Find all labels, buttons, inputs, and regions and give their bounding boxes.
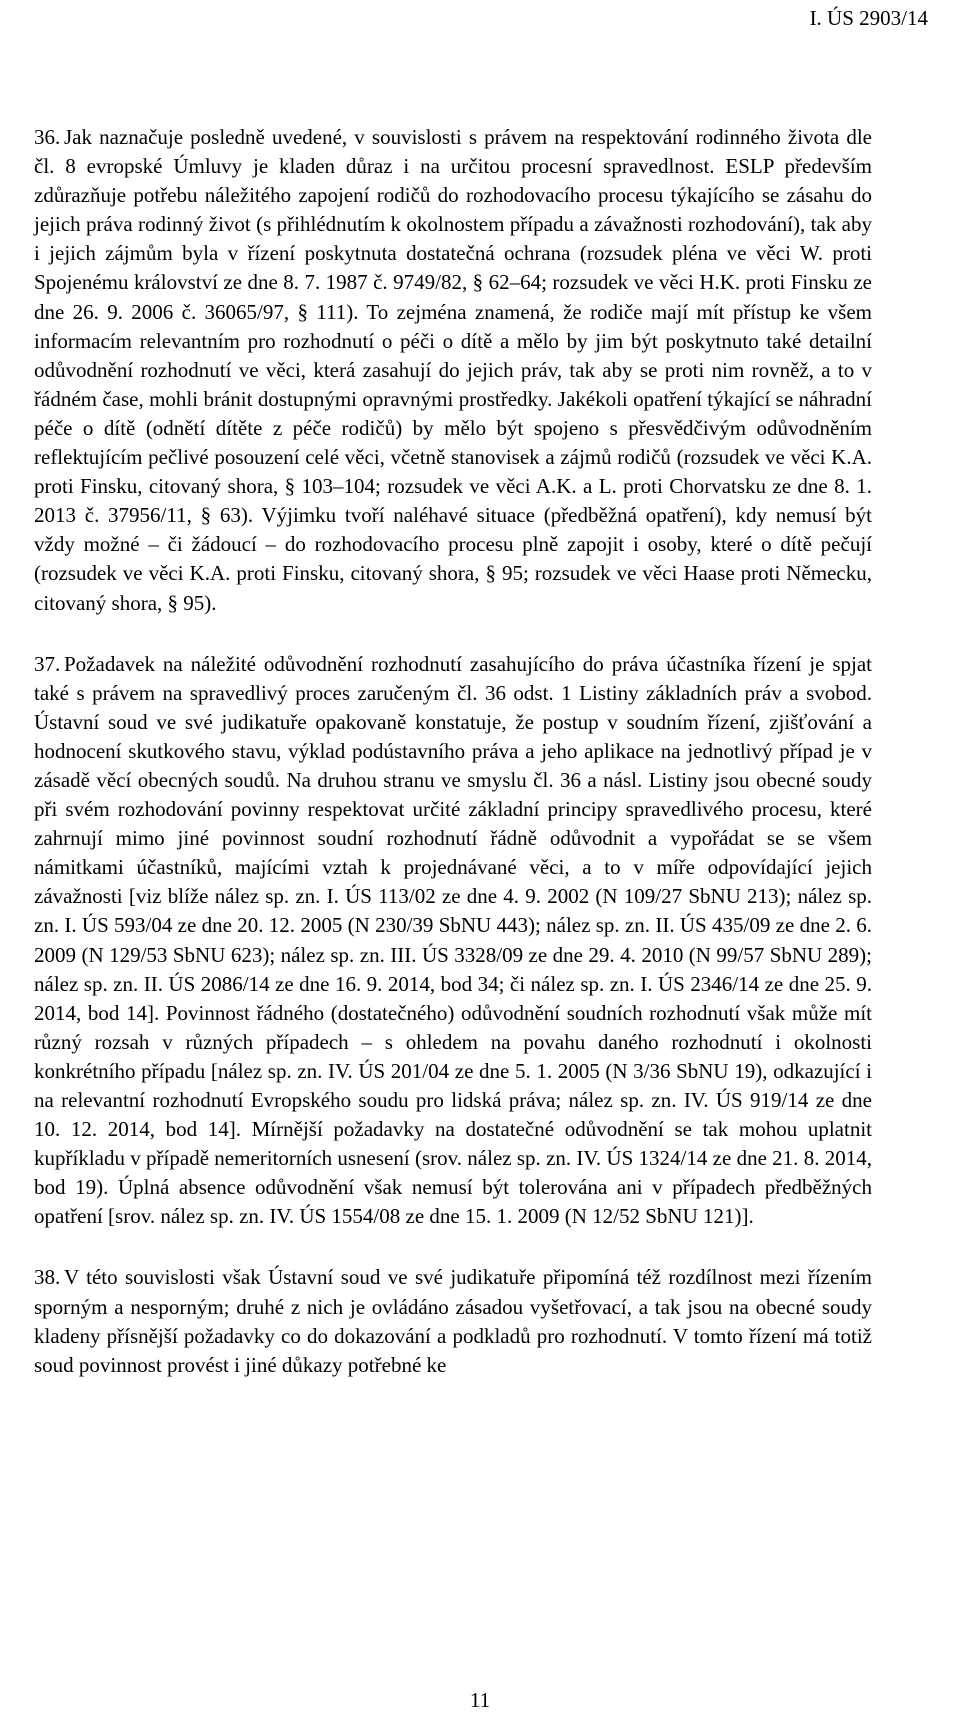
case-number-header: I. ÚS 2903/14 [809,6,928,30]
paragraph-36 [34,123,872,618]
page-number: 11 [469,1688,491,1712]
paragraph-37 [34,650,872,1232]
paragraph-text: V této souvislosti však Ústavní soud ve své judikatuře připomíná též rozdílnost mezi řízením sporným a nesporným; druhé z nich je ovládáno zásadou vyšetřovací, a tak jsou na obecné soudy kladeny přísnější požadavky co do dokazování a podkladů pro rozhodnutí. V tomto řízení má totiž soud povinnost provést i jiné důkazy potřebné ke [34,1265,872,1377]
paragraph-number: 37. [34,651,61,676]
paragraph-text: Požadavek na náležité odůvodnění rozhodnutí zasahujícího do práva účastníka řízení je spjat také s právem na spravedlivý proces zaručeným čl. 36 odst. 1 Listiny základních práv a svobod. Ústavní soud ve své judikatuře opakovaně konstatuje, že postup v soudním řízení, zjišťování a hodnocení skutkového stavu, výklad podústavního práva a jeho aplikace na jednotlivý případ je v zásadě věcí obecných soudů. Na druhou stranu ve smyslu čl. 36 a násl. Listiny jsou obecné soudy při svém rozhodování povinny respektovat určité základní principy spravedlivého procesu, které zahrnují mimo jiné povinnost soudní rozhodnutí řádně odůvodnit a vypořádat se se všem námitkami účastníků, majícími vztah k projednávané věci, a to v míře odpovídající jejich závažnosti [viz blíže nález sp. zn. I. ÚS 113/02 ze dne 4. 9. 2002 (N 109/27 SbNU 213); nález sp. zn. I. ÚS 593/04 ze dne 20. 12. 2005 (N 230/39 SbNU 443); nález sp. zn. II. ÚS 435/09 ze dne 2. 6. 2009 (N 129/53 SbNU 623); nález sp. zn. III. ÚS 3328/09 ze dne 29. 4. 2010 (N 99/57 SbNU 289); nález sp. zn. II. ÚS 2086/14 ze dne 16. 9. 2014, bod 34; či nález sp. zn. I. ÚS 2346/14 ze dne 25. 9. 2014, bod 14]. Povinnost řádného (dostatečného) odůvodnění soudních rozhodnutí však může mít různý rozsah v různých případech – s ohledem na povahu daného rozhodnutí i okolnosti konkrétního případu [nález sp. zn. IV. ÚS 201/04 ze dne 5. 1. 2005 (N 3/36 SbNU 19), odkazující i na relevantní rozhodnutí Evropského soudu pro lidská práva; nález sp. zn. IV. ÚS 919/14 ze dne 10. 12. 2014, bod 14]. Mírnější požadavky na dostatečné odůvodnění se tak mohou uplatnit kupříkladu v případě nemeritorních usnesení (srov. nález sp. zn. IV. ÚS 1324/14 ze dne 21. 8. 2014, bod 19). Úplná absence odůvodnění však nemusí být tolerována ani v případech předběžných opatření [srov. nález sp. zn. IV. ÚS 1554/08 ze dne 15. 1. 2009 (N 12/52 SbNU 121)]. [34,651,872,1229]
paragraph-number: 36. [34,125,61,149]
paragraph-number: 38. [34,1265,61,1290]
document-body [34,123,872,1380]
paragraph-38 [34,1263,872,1379]
paragraph-text: Jak naznačuje posledně uvedené, v souvislosti s právem na respektování rodinného života dle čl. 8 evropské Úmluvy je kladen důraz i na určitou procesní spravedlnost. ESLP především zdůrazňuje potřebu náležitého zapojení rodičů do rozhodovacího procesu týkajícího se zásahu do jejich práva rodinný život (s přihlédnutím k okolnostem případu a závažnosti rozhodování), tak aby i jejich zájmům byla v řízení poskytnuta dostatečná ochrana (rozsudek pléna ve věci W. proti Spojenému království ze dne 8. 7. 1987 č. 9749/82, § 62–64; rozsudek ve věci H.K. proti Finsku ze dne 26. 9. 2006 č. 36065/97, § 111). To zejména znamená, že rodiče mají mít přístup ke všem informacím relevantním pro rozhodnutí o péči o dítě a mělo by jim být poskytnuto také detailní odůvodnění rozhodnutí ve věci, která zasahují do jejich práv, tak aby se proti nim rovněž, a to v řádném čase, mohli bránit dostupnými opravnými prostředky. Jakékoli opatření týkající se náhradní péče o dítě (odnětí dítěte z péče rodičů) by mělo být spojeno s přesvědčivým odůvodněním reflektujícím pečlivé posouzení celé věci, včetně stanovisek a zájmů rodičů (rozsudek ve věci K.A. proti Finsku, citovaný shora, § 103–104; rozsudek ve věci A.K. a L. proti Chorvatsku ze dne 8. 1. 2013 č. 37956/11, § 63). Výjimku tvoří naléhavé situace (předběžná opatření), kdy nemusí být vždy možné – či žádoucí – do rozhodovacího procesu plně zapojit i osoby, které o dítě pečují (rozsudek ve věci K.A. proti Finsku, citovaný shora, § 95; rozsudek ve věci Haase proti Německu, citovaný shora, § 95). [34,125,872,615]
